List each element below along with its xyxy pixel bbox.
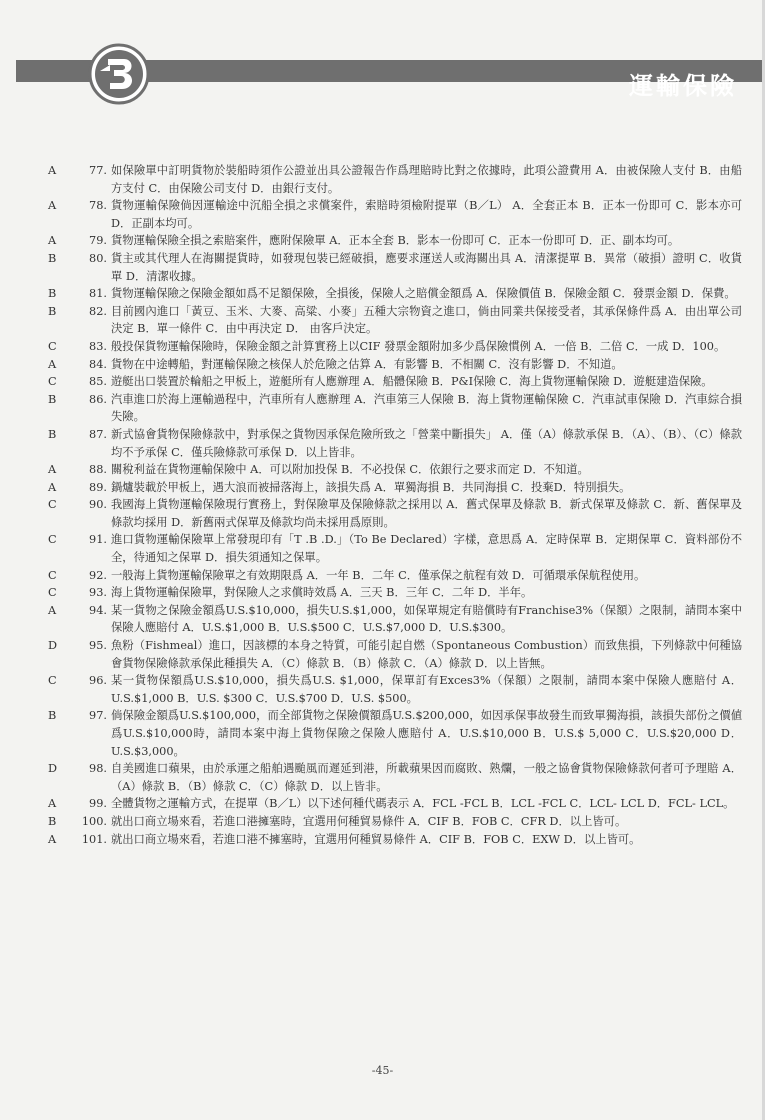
answer-key: A	[48, 603, 57, 617]
page-number: -45-	[371, 1064, 394, 1077]
answer-key: B	[48, 287, 57, 301]
answer-key: C	[48, 674, 57, 688]
chapter-title: 運輸保險	[629, 72, 737, 100]
question-number: 85.	[89, 375, 107, 389]
question-item	[42, 584, 742, 602]
question-item	[42, 391, 742, 426]
question-number: 82.	[89, 304, 107, 318]
answer-key: D	[48, 639, 58, 653]
question-item	[42, 637, 742, 672]
question-item	[42, 461, 742, 479]
question-number: 78.	[89, 199, 107, 213]
question-number: 87.	[89, 427, 107, 441]
question-text: 就出口商立場來看，若進口港不擁塞時，宜選用何種貿易條件 A．CIF B．FOB C．EXW D．以上皆可。	[111, 832, 641, 846]
answer-key: C	[48, 375, 57, 389]
question-text: 關稅利益在貨物運輸保險中 A．可以附加投保 B．不必投保 C．依銀行之要求而定 D．不知道。	[111, 463, 589, 477]
question-text: 魚粉（Fishmeal）進口，因該標的本身之特質，可能引起自燃（Spontaneous Combustion）而致焦損，下列條款中何種協會貨物保險條款承保此種損失 A．（C）條款 B．（B）條款 C．（A）條款 D．以上皆無。	[111, 639, 742, 670]
answer-key: C	[48, 568, 57, 582]
answer-key: A	[48, 357, 57, 371]
answer-key: C	[48, 339, 57, 353]
question-text: 般投保貨物運輸保險時，保險金額之計算實務上以CIF 發票金額附加多少爲保險慣例 A．一倍 B．二倍 C．一成 D．100。	[111, 339, 726, 353]
question-text: 貨物運輸保險之保險金額如爲不足額保險，全損後，保險人之賠償金額爲 A．保險價值 B．保險金額 C．發票金額 D．保費。	[111, 287, 736, 301]
question-number: 83.	[89, 339, 107, 353]
question-number: 92.	[89, 568, 107, 582]
question-item	[42, 250, 742, 285]
answer-key: B	[48, 709, 57, 723]
question-number: 79.	[89, 234, 107, 248]
question-text: 我國海上貨物運輸保險現行實務上，對保險單及保險條款之採用以 A．舊式保單及條款 B．新式保單及條款 C．新、舊保單及條款均採用 D．新舊兩式保單及條款均尚未採用爲原則。	[111, 498, 742, 529]
question-item	[42, 356, 742, 374]
question-item	[42, 197, 742, 232]
question-number: 86.	[89, 392, 107, 406]
question-item	[42, 373, 742, 391]
question-item	[42, 232, 742, 250]
question-text: 一般海上貨物運輸保險單之有效期限爲 A．一年 B．二年 C．僅承保之航程有效 D．可循環承保航程使用。	[111, 568, 646, 582]
question-number: 96.	[89, 674, 107, 688]
question-item	[42, 426, 742, 461]
question-text: 遊艇出口裝置於輪船之甲板上，遊艇所有人應辦理 A．船體保險 B．P&I保險 C．海上貨物運輸保險 D．遊艇建造保險。	[111, 375, 713, 389]
question-text: 如保險單中訂明貨物於裝船時須作公證並出具公證報告作爲理賠時比對之依據時，此項公證費用 A．由被保險人支付 B．由船方支付 C．由保險公司支付 D．由銀行支付。	[111, 164, 742, 195]
question-number: 95.	[89, 639, 107, 653]
answer-key: A	[48, 164, 57, 177]
answer-key: D	[48, 762, 58, 776]
answer-key: A	[48, 797, 57, 811]
question-text: 新式協會貨物保險條款中，對承保之貨物因承保危險所致之「營業中斷損失」 A．僅（A）條款承保 B．（A）、（B）、（C）條款均不予承保 C．僅兵險條款可承保 D．以上皆非。	[111, 427, 742, 459]
question-text: 貨物在中途轉船，對運輸保險之核保人於危險之估算 A．有影響 B．不相關 C．沒有影響 D．不知道。	[111, 357, 623, 371]
question-item	[42, 672, 742, 707]
answer-key: A	[48, 234, 57, 248]
question-text: 目前國內進口「黃豆、玉米、大麥、高粱、小麥」五種大宗物資之進口，倘由同業共保接受者，其承保條件爲 A．由出單公司決定 B．單一條件 C．由中再決定 D． 由客戶決定。	[111, 304, 742, 336]
answer-key: A	[48, 832, 57, 846]
question-text: 全體貨物之運輸方式，在提單（B／L）以下述何種代碼表示 A．FCL -FCL B．LCL -FCL C．LCL- LCL D．FCL- LCL。	[111, 797, 735, 811]
question-text: 貨主或其代理人在海關提貨時，如發現包裝已經破損，應要求運送人或海關出具 A．清潔提單 B．異常（破損）證明 C．收貨單 D．清潔收據。	[111, 251, 742, 283]
question-item	[42, 707, 742, 760]
question-item	[42, 162, 742, 197]
answer-key: C	[48, 533, 57, 547]
page-header	[0, 52, 765, 100]
question-item	[42, 496, 742, 531]
question-number: 94.	[89, 603, 107, 617]
answer-key: B	[48, 392, 57, 406]
question-item	[42, 303, 742, 338]
question-item	[42, 813, 742, 831]
answer-key: B	[48, 251, 57, 265]
question-text: 鍋爐裝載於甲板上，遇大浪而被掃落海上，該損失爲 A．單獨海損 B．共同海損 C．投棄D．特別損失。	[111, 480, 631, 494]
question-number: 93.	[89, 586, 107, 600]
question-text: 進口貨物運輸保險單上常發現印有「T .B .D.」（To Be Declared）字樣，意思爲 A．定時保單 B．定期保單 C．資料部份不全，待通知之保單 D．損失須通知之保單。	[111, 533, 742, 565]
answer-key: B	[48, 304, 57, 318]
question-number: 90.	[89, 498, 107, 512]
answer-key: A	[48, 463, 57, 477]
question-number: 80.	[89, 251, 107, 265]
answer-key: B	[48, 814, 57, 828]
question-item	[42, 531, 742, 566]
question-number: 81.	[89, 287, 107, 301]
answer-key: C	[48, 586, 57, 600]
question-item	[42, 795, 742, 813]
question-item	[42, 285, 742, 303]
answer-key: C	[48, 498, 57, 512]
question-item	[42, 567, 742, 585]
question-item	[42, 602, 742, 637]
publisher-logo-icon	[88, 43, 150, 105]
question-number: 91.	[89, 533, 107, 547]
header-bar-right	[140, 60, 765, 100]
question-list	[42, 162, 742, 848]
question-item	[42, 760, 742, 795]
question-text: 海上貨物運輸保險單，對保險人之求償時效爲 A．三天 B．三年 C．二年 D．半年。	[111, 586, 533, 600]
question-number: 84.	[89, 357, 107, 371]
question-text: 自美國進口蘋果，由於承運之船舶遇颱風而遲延到港，所載蘋果因而腐敗、熟爛，一般之協會貨物保險條款何者可予理賠 A．（A）條款 B．（B）條款 C．（C）條款 D．以上皆非。	[111, 762, 742, 793]
question-text: 貨物運輸保險倘因運輸途中沉船全損之求償案件，索賠時須檢附提單（B／L） A．全套正本 B．正本一份即可 C．影本亦可 D．正副本均可。	[111, 199, 742, 230]
question-text: 汽車進口於海上運輸過程中，汽車所有人應辦理 A．汽車第三人保險 B．海上貨物運輸保險 C．汽車試車保險 D．汽車綜合損失險。	[111, 392, 742, 424]
question-item	[42, 479, 742, 497]
question-number: 88.	[89, 463, 107, 477]
question-text: 就出口商立場來看，若進口港擁塞時，宜選用何種貿易條件 A．CIF B．FOB C．CFR D．以上皆可。	[111, 814, 627, 828]
question-text: 某一貨物之保險金額爲U.S.$10,000，損失U.S.$1,000，如保單規定有賠償時有Franchise3%（保額）之限制，請問本案中保險人應賠付 A．U.S.$1,000 B．U.S.$500 C．U.S.$7,000 D．U.S.$300。	[111, 603, 742, 635]
question-number: 97.	[89, 709, 107, 723]
question-number: 77.	[89, 164, 107, 177]
question-number: 100.	[81, 814, 107, 828]
question-text: 某一貨物保額爲U.S.$10,000，損失爲U.S. $1,000，保單訂有Exces3%（保額）之限制，請問本案中保險人應賠付 A．U.S.$1,000 B．U.S. $300 C．U.S.$700 D．U.S. $500。	[111, 674, 742, 705]
answer-key: A	[48, 480, 57, 494]
question-number: 98.	[89, 762, 107, 776]
question-text: 倘保險金額爲U.S.$100,000，而全部貨物之保險價額爲U.S.$200,000，如因承保事故發生而致單獨海損，該損失部份之價値爲U.S.$10,000時，請問本案中海上貨物保險之保險人應賠付 A．U.S.$10,000 B．U.S.$ 5,000 C．U.S.$20,000 D．U.S.$3,000。	[111, 709, 742, 758]
question-item	[42, 338, 742, 356]
question-item	[42, 831, 742, 849]
question-number: 101.	[81, 832, 107, 846]
question-number: 89.	[89, 480, 107, 494]
question-text: 貨物運輸保險全損之索賠案件，應附保險單 A．正本全套 B．影本一份即可 C．正本一份即可 D．正、副本均可。	[111, 234, 680, 248]
answer-key: A	[48, 199, 57, 213]
question-number: 99.	[89, 797, 107, 811]
answer-key: B	[48, 427, 57, 441]
